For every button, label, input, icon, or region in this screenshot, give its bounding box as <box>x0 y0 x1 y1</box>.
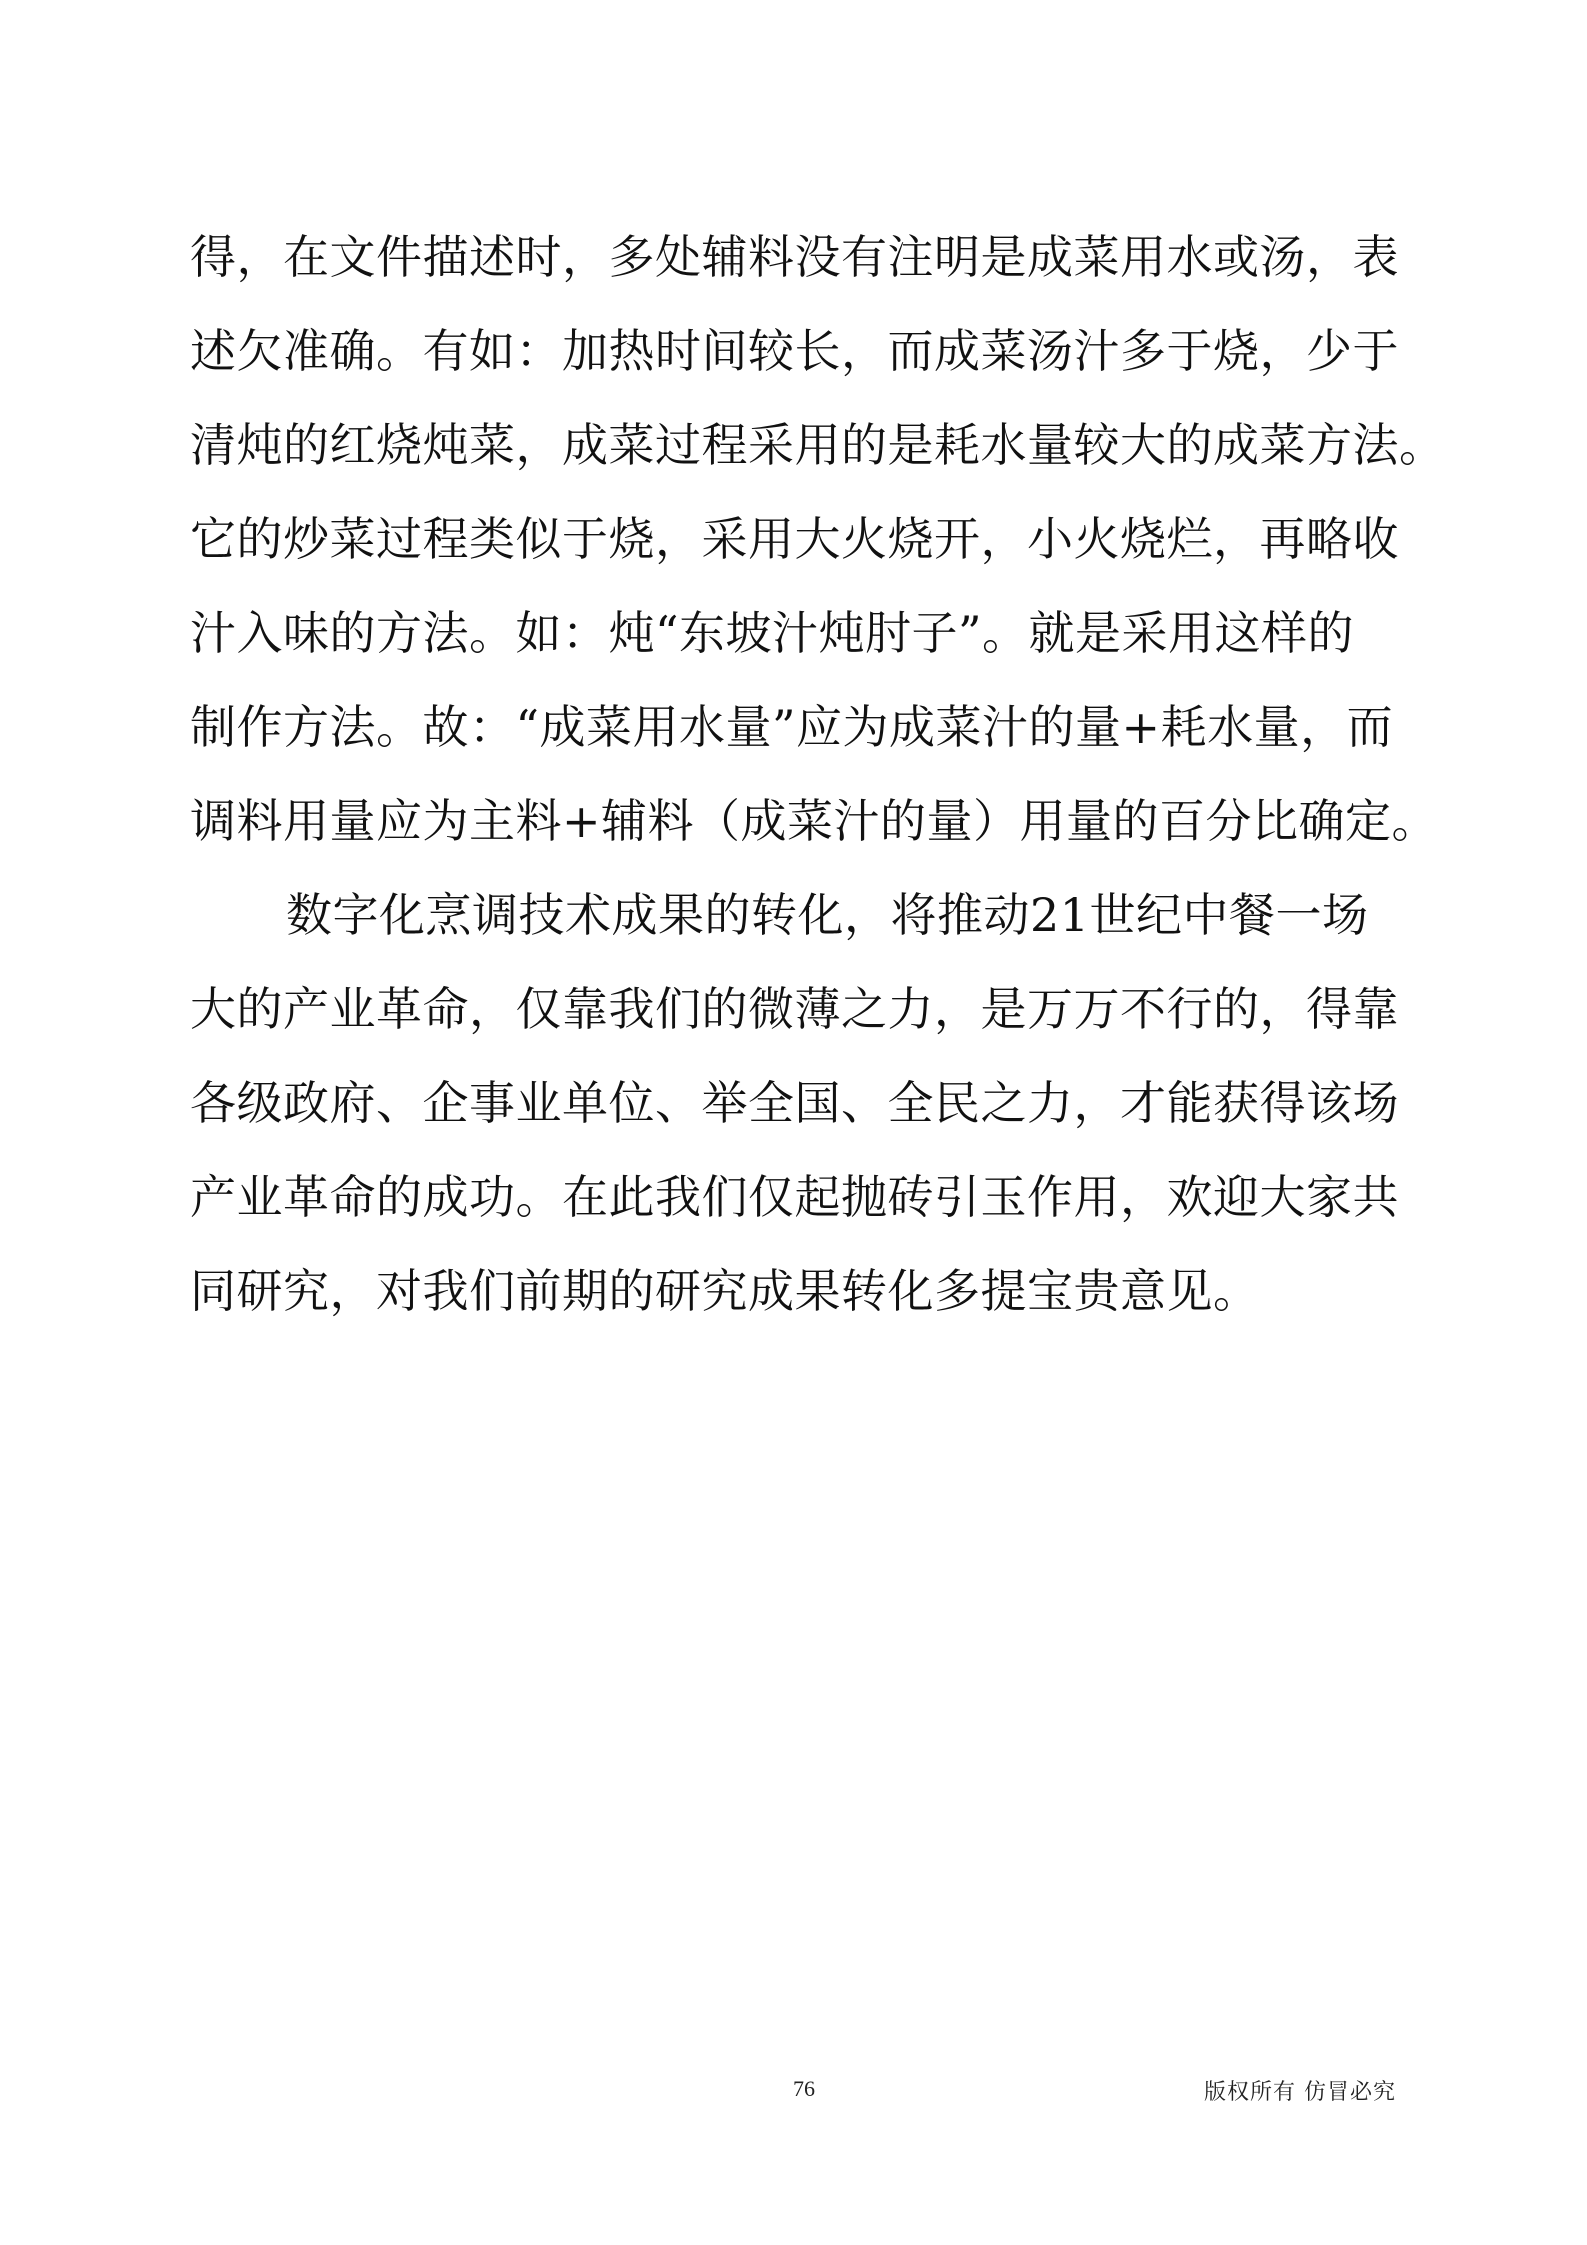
text-line: 述欠准确。有如：加热时间较长，而成菜汤汁多于烧，少于 <box>190 324 1399 378</box>
text-line: 调料用量应为主料+辅料（成菜汁的量）用量的百分比确定。 <box>190 794 1439 848</box>
text-line: 清炖的红烧炖菜，成菜过程采用的是耗水量较大的成菜方法。 <box>190 418 1446 472</box>
copyright-notice: 版权所有 仿冒必究 <box>1204 2080 1396 2105</box>
body-text <box>190 220 1446 1348</box>
text-line: 它的炒菜过程类似于烧，采用大火烧开，小火烧烂，再略收 <box>190 512 1399 566</box>
text-line: 汁入味的方法。如：炖“东坡汁炖肘子”。就是采用这样的 <box>190 606 1355 660</box>
page-number: 76 <box>793 2076 815 2101</box>
text-line: 各级政府、企事业单位、举全国、全民之力，才能获得该场 <box>190 1076 1399 1130</box>
text-line: 同研究，对我们前期的研究成果转化多提宝贵意见。 <box>190 1264 1260 1318</box>
text-line: 产业革命的成功。在此我们仅起抛砖引玉作用，欢迎大家共 <box>190 1170 1399 1224</box>
paragraph-2 <box>190 878 1430 1348</box>
text-line: 数字化烹调技术成果的转化，将推动21世纪中餐一场 <box>286 888 1369 942</box>
text-line: 大的产业革命，仅靠我们的微薄之力，是万万不行的，得靠 <box>190 982 1399 1036</box>
text-line: 制作方法。故：“成菜用水量”应为成菜汁的量+耗水量，而 <box>190 700 1394 754</box>
paragraph-1 <box>190 220 1446 878</box>
text-line: 得，在文件描述时，多处辅料没有注明是成菜用水或汤，表 <box>190 230 1399 284</box>
